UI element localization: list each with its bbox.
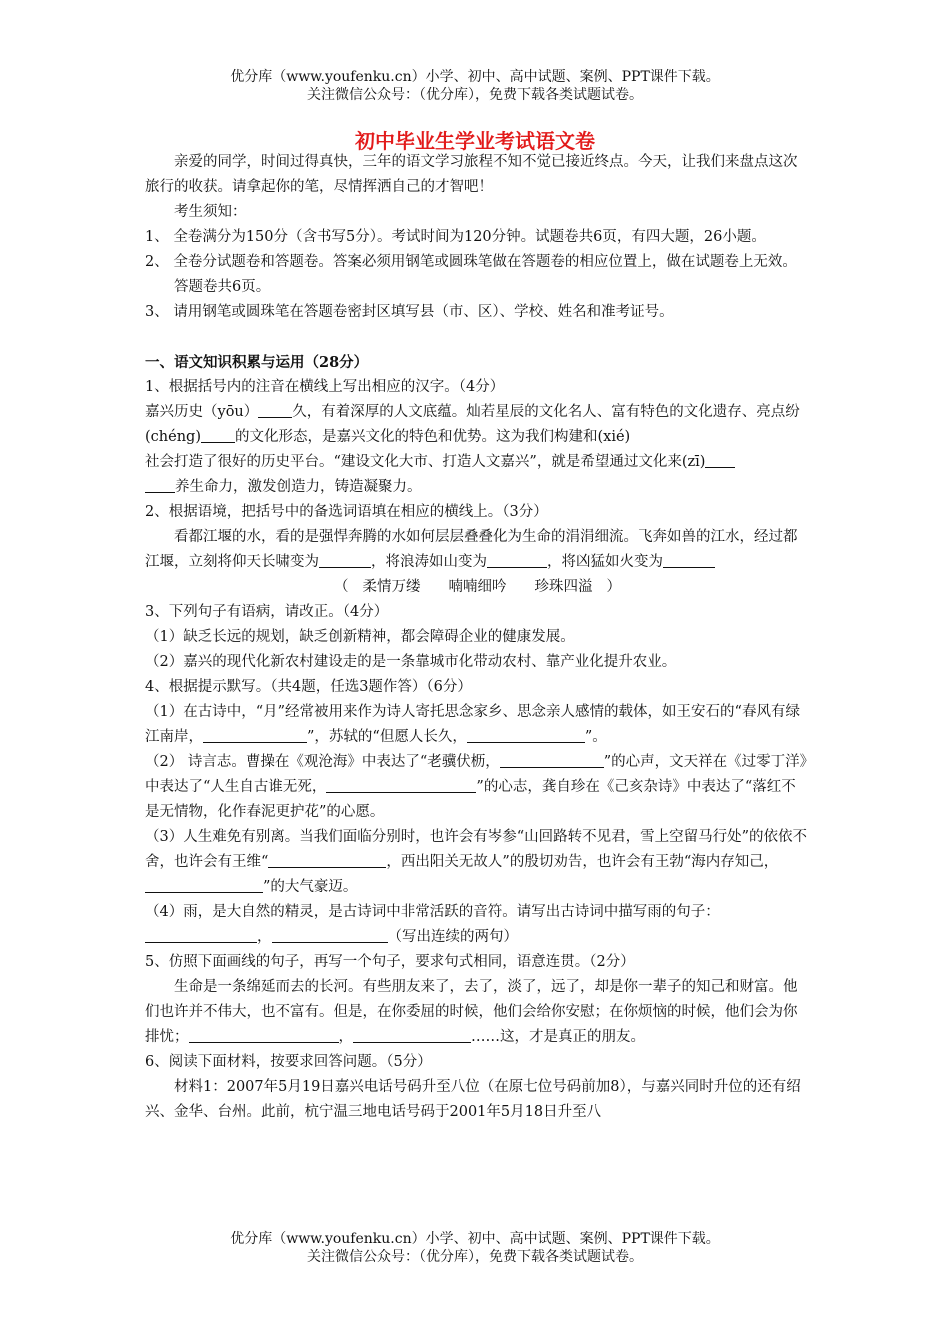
q4-2-blank-2[interactable] bbox=[326, 776, 476, 793]
q1-body-2 bbox=[145, 450, 810, 475]
q1-text-a: 嘉兴历史（yōu） bbox=[145, 404, 259, 420]
footer-line-2: 关注微信公众号：（优分库），免费下载各类试题试卷。 bbox=[307, 1249, 643, 1265]
q2-blank-1[interactable] bbox=[319, 551, 371, 568]
q1-text-d: 社会打造了很好的历史平台。“建设文化大市、打造人文嘉兴”，就是希望通过文化来(zī) bbox=[145, 454, 706, 470]
q5-body bbox=[145, 975, 810, 1050]
q5-text-a: 生命是一条绵延而去的长河。有些朋友来了，去了，淡了，远了，却是你一辈子的知己和财富。他们也许并不伟大，也不富有。但是，在你委屈的时候，他们会给你安慰；在你烦恼的时候，他们会为你排忧； bbox=[145, 979, 798, 1045]
q2-option-1: 柔情万缕 bbox=[362, 579, 421, 595]
q2-blank-2[interactable] bbox=[487, 551, 547, 568]
q4-part-4 bbox=[145, 900, 810, 950]
q4-3-text-c: ”的大气豪迈。 bbox=[263, 879, 358, 895]
q2-text-a: 看都江堰的水，看的是强悍奔腾的水如何层层叠叠化为生命的涓涓细流。飞奔如兽的江水，经过都江堰，立刻将仰天长啸变为 bbox=[145, 529, 798, 570]
q1-text-e: 养生命力，激发创造力，铸造凝聚力。 bbox=[175, 479, 422, 495]
q1-body bbox=[145, 400, 810, 450]
q2-stem: 2、根据语境，把括号中的备选词语填在相应的横线上。（3分） bbox=[145, 504, 548, 520]
notice-item-1: 1、 全卷满分为150分（含书写5分）。考试时间为120分钟。试题卷共6页，有四大题，26小题。 bbox=[145, 229, 766, 245]
q2-options bbox=[145, 575, 810, 600]
q2-blank-3[interactable] bbox=[663, 551, 715, 568]
intro-paragraph: 亲爱的同学，时间过得真快，三年的语文学习旅程不知不觉已接近终点。今天，让我们来盘点这次旅行的收获。请拿起你的笔，尽情挥洒自己的才智吧！ bbox=[145, 154, 798, 195]
q1-body-3 bbox=[145, 475, 810, 500]
q4-1-blank-2[interactable] bbox=[467, 726, 585, 743]
q5-blank-2[interactable] bbox=[353, 1026, 471, 1043]
q2-body bbox=[145, 525, 810, 575]
q4-4-text-a: （4）雨，是大自然的精灵，是古诗词中非常活跃的音符。请写出古诗词中描写雨的句子： bbox=[145, 904, 720, 920]
q1-text-c: 的文化形态，是嘉兴文化的特色和优势。这为我们构建和(xié) bbox=[234, 429, 631, 445]
notice-item-2: 2、 全卷分试题卷和答题卷。答案必须用钢笔或圆珠笔做在答题卷的相应位置上，做在试题卷上无效。答题卷共6页。 bbox=[145, 254, 797, 295]
q4-3-text-a: （3）人生难免有别离。当我们面临分别时，也许会有岑参“山回路转不见君，雪上空留马行处”的依依不舍，也许会有王维“ bbox=[145, 829, 808, 870]
q4-3-text-b: ，西出阳关无故人”的殷切劝告，也许会有王勃“海内存知己， bbox=[386, 854, 779, 870]
q1-blank-2[interactable] bbox=[201, 426, 235, 443]
q4-2-text-a: （2） 诗言志。曹操在《观沧海》中表达了“老骥伏枥， bbox=[145, 754, 500, 770]
header-line-2: 关注微信公众号：（优分库），免费下载各类试题试卷。 bbox=[307, 87, 643, 103]
q1-text-b: 久，有着深厚的人文底蕴。灿若星辰的文化名人、富有特色的文化遗存、亮点纷(chéng) bbox=[145, 404, 800, 445]
section-1-heading: 一、语文知识积累与运用（28分） bbox=[145, 354, 369, 371]
notice-item-3: 3、 请用钢笔或圆珠笔在答题卷密封区填写县（市、区）、学校、姓名和准考证号。 bbox=[145, 304, 674, 320]
q4-2-text-b: ”的心声，文天祥在《过零丁洋》中表达了“人生自古谁无死， bbox=[145, 754, 807, 795]
q5-text-c: ……这，才是真正的朋友。 bbox=[471, 1029, 645, 1045]
q4-4-text-c: （写出连续的两句） bbox=[387, 929, 518, 945]
q2-options-open: （ bbox=[334, 579, 349, 595]
q5-text-b: ， bbox=[338, 1029, 353, 1045]
q6-stem: 6、阅读下面材料，按要求回答问题。（5分） bbox=[145, 1054, 432, 1070]
q4-part-1 bbox=[145, 700, 810, 750]
q6-material-1: 材料1：2007年5月19日嘉兴电话号码升至八位（在原七位号码前加8），与嘉兴同时升位的还有绍兴、金华、台州。此前，杭宁温三地电话号码于2001年5月18日升至八 bbox=[145, 1079, 801, 1120]
q2-option-3: 珍珠四溢 bbox=[534, 579, 593, 595]
exam-title: 初中毕业生学业考试语文卷 bbox=[355, 129, 595, 153]
q4-4-blank-1[interactable] bbox=[145, 926, 257, 943]
q4-1-blank-1[interactable] bbox=[203, 726, 307, 743]
q5-stem: 5、仿照下面画线的句子，再写一个句子，要求句式相同，语意连贯。（2分） bbox=[145, 954, 635, 970]
q4-3-blank-2[interactable] bbox=[145, 876, 263, 893]
q1-blank-1[interactable] bbox=[258, 401, 292, 418]
header-line-1: 优分库（www.youfenku.cn）小学、初中、高中试题、案例、PPT课件下载。 bbox=[230, 69, 720, 85]
q4-stem: 4、根据提示默写。（共4题，任选3题作答）（6分） bbox=[145, 679, 472, 695]
q4-1-text-b: ”，苏轼的“但愿人长久， bbox=[307, 729, 467, 745]
footer-line-1: 优分库（www.youfenku.cn）小学、初中、高中试题、案例、PPT课件下载。 bbox=[230, 1231, 720, 1247]
q4-1-text-a: （1）在古诗中，“月”经常被用来作为诗人寄托思念家乡、思念亲人感情的载体，如王安石的“春风有绿江南岸， bbox=[145, 704, 800, 745]
q1-stem: 1、根据括号内的注音在横线上写出相应的汉字。（4分） bbox=[145, 379, 505, 395]
q3-stem: 3、下列句子有语病，请改正。（4分） bbox=[145, 604, 389, 620]
q4-2-blank-1[interactable] bbox=[500, 751, 604, 768]
q4-4-text-b: ， bbox=[257, 929, 272, 945]
q4-part-3 bbox=[145, 825, 810, 900]
q3-sentence-1: （1）缺乏长远的规划，缺乏创新精神，都会障碍企业的健康发展。 bbox=[145, 629, 575, 645]
q2-text-c: ，将凶猛如火变为 bbox=[547, 554, 663, 570]
page-footer bbox=[0, 1230, 950, 1266]
q1-blank-3[interactable] bbox=[705, 451, 735, 468]
q2-text-b: ，将浪涛如山变为 bbox=[371, 554, 487, 570]
q4-4-blank-2[interactable] bbox=[272, 926, 388, 943]
q4-part-2 bbox=[145, 750, 810, 825]
q5-blank-1[interactable] bbox=[189, 1026, 339, 1043]
q4-1-text-c: ”。 bbox=[584, 729, 607, 745]
exam-body bbox=[145, 150, 810, 1125]
q2-option-2: 喃喃细吟 bbox=[448, 579, 507, 595]
q1-blank-4[interactable] bbox=[145, 476, 175, 493]
q2-options-close: ） bbox=[606, 579, 621, 595]
page-header bbox=[0, 68, 950, 104]
q3-sentence-2: （2）嘉兴的现代化新农村建设走的是一条靠城市化带动农村、靠产业化提升农业。 bbox=[145, 654, 677, 670]
notice-label: 考生须知： bbox=[174, 204, 247, 220]
q4-2-text-c: ”的心志，龚自珍在《己亥杂诗》中表达了“落红不是无情物，化作春泥更护花”的心愿。 bbox=[145, 779, 796, 820]
q4-3-blank-1[interactable] bbox=[268, 851, 386, 868]
